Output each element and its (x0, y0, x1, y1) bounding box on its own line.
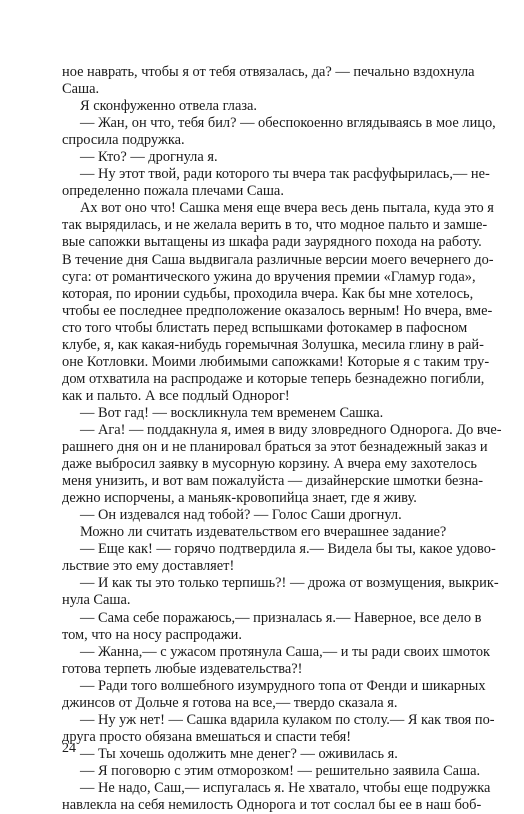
text-line: ное наврать, чтобы я от тебя отвязалась, да? — печально вздохнула (62, 64, 475, 80)
text-line: так вырядилась, и не желала верить в то, что модное пальто и замше- (62, 217, 488, 234)
text-line: — Вот гад! — воскликнула тем временем Сашка. (80, 404, 384, 421)
text-line: — Жан, он что, тебя бил? — обеспокоенно вглядываясь в мое лицо, (80, 115, 496, 132)
text-line: — Ради того волшебного изумрудного топа от Фенди и шикарных (80, 677, 486, 694)
text-line: клубе, я, как какая-нибудь горемычная Золушка, месила глину в рай- (62, 336, 484, 353)
text-line: — И как ты это только терпишь?! — дрожа от возмущения, выкрик- (80, 575, 499, 592)
text-line: — Кто? — дрогнула я. (80, 149, 218, 166)
text-line: суга: от романтического ужина до вручения премии «Гламур года», (62, 268, 476, 285)
text-line: готова терпеть любые издевательства?! (62, 660, 303, 677)
text-line: рашнего дня он и не планировал браться за этот безнадежный заказ и (62, 439, 488, 456)
text-line: дом отхватила на распродаже и которые теперь безнадежно погибли, (62, 370, 485, 387)
text-line: определенно пожала плечами Саша. (62, 183, 284, 200)
text-line: навлекла на себя немилость Однорога и тот сослал бы ее в наш боб- (62, 797, 482, 814)
text-line: — Жанна,— с ужасом протянула Саша,— и ты ради своих шмоток (80, 643, 491, 660)
text-line: — Еще как! — горячо подтвердила я.— Видела бы ты, какое удово- (80, 541, 496, 558)
text-line: льствие это ему доставляет! (62, 558, 235, 575)
text-line: нула Саша. (62, 592, 131, 609)
text-line: друга просто обязана вмешаться и спасти тебя! (62, 728, 352, 745)
text-line: — Не надо, Саш,— испугалась я. Не хватало, чтобы еще подружка (80, 779, 491, 796)
text-line: дежно испорчены, а маньяк-кровопийца знает, где я живу. (62, 490, 417, 507)
text-line: Ах вот оно что! Сашка меня еще вчера весь день пытала, куда это я (80, 200, 494, 217)
text-line: — Ну уж нет! — Сашка вдарила кулаком по столу.— Я как твоя по- (80, 711, 495, 728)
text-line: В течение дня Саша выдвигала различные версии моего вечернего до- (62, 251, 494, 268)
text-line: сто того чтобы блистать перед вспышками фотокамер в пафосном (62, 319, 468, 336)
text-line: вые сапожки вытащены из шкафа ради заурядного похода на работу. (62, 234, 482, 251)
text-line: которая, по иронии судьбы, проходила вчера. Как бы мне хотелось, (62, 285, 474, 302)
text-line: — Он издевался над тобой? — Голос Саши дрогнул. (80, 507, 402, 524)
text-line: Саша. (62, 81, 100, 98)
text-line: — Сама себе поражаюсь,— призналась я.— Наверное, все дело в (80, 609, 482, 626)
text-line: оне Котловки. Моими любимыми сапожками! Которые я с таким тру- (62, 353, 490, 370)
text-line: джинсов от Дольче я готова на все,— твердо сказала я. (62, 694, 398, 711)
body-text (62, 64, 502, 814)
text-line: спросила подружка. (62, 132, 185, 149)
text-line: меня унизить, и вот вам пожалуйста — дизайнерские шмотки безна- (62, 473, 484, 490)
text-line: Я сконфуженно отвела глаза. (80, 98, 258, 115)
text-line: чтобы ее последнее предположение оказалось верным! Но вчера, вме- (62, 302, 493, 319)
text-line: даже выбросил заявку в мусорную корзину. А вчера ему захотелось (62, 456, 477, 473)
text-line: Можно ли считать издевательством его вчерашнее задание? (80, 524, 447, 541)
text-line: — Ты хочешь одолжить мне денег? — оживилась я. (80, 745, 398, 762)
page-number: 24 (62, 741, 76, 756)
text-line: том, что на носу распродажи. (62, 626, 242, 643)
text-line: как и пальто. А все подлый Однорог! (62, 387, 290, 404)
text-line: — Я поговорю с этим отморозком! — решительно заявила Саша. (80, 762, 481, 779)
text-line: — Ага! — поддакнула я, имея в виду зловредного Однорога. До вче- (80, 421, 502, 438)
text-line: — Ну этот твой, ради которого ты вчера так расфуфырилась,— не- (80, 166, 490, 183)
